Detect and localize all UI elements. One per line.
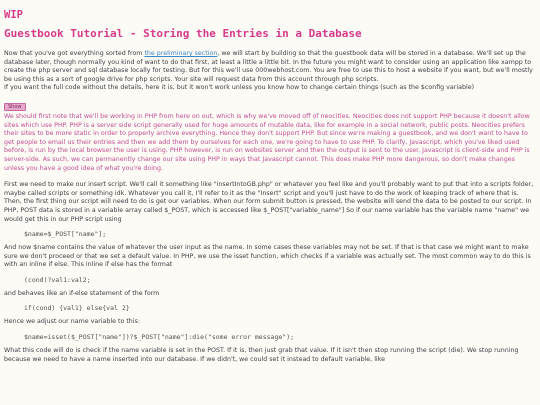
intro-text-1: Now that you've got everything sorted from [4, 50, 145, 57]
insert-script-paragraph: First we need to make our insert script. We'll call it something like "insertIntoGB.php" or whatever you feel like and you'll probably want to put that into a scripts folder, maybe called scripts or something idk. Whatever you call it, I'll refer to it as the "Insert" script and you'll just have to do the work of keeping track of where that is. Then, the first thing our script will need to do is get our variables. When our form submit button is pressed, the website will send the data to be posted to our script. In PHP, POST data is stored in a variable array called $_POST, which is accessed like $_POST["variable_name"] So if our name variable has the variable name "name" we would get this in our PHP script using [4, 181, 534, 223]
php-explainer-paragraph: We should first note that we'll be working in PHP from here on out, which is why we've moved off of neocities. Neocities does not support PHP because it doesn't allow sites which use PHP. PHP is a server side script generally used for huge amounts of mutable data, like for example in a social network, public posts. Neocities prefers their sites to be more static in order to properly archive everything. Hence they don't support PHP. But since we're making a guestbook, and we don't want to have to get people to email us their entries and then we add them by ourselves for each one, we're going to have to use PHP. To clarify, Javascript, which you've liked used before, is run by the local browser the user is using. PHP however, is run on websites server and then the output is sent to the user. Javascript is client-side and PHP is server-side. As such, we can permanently change our site using PHP in ways that Javascript cannot. This does make PHP more dangerous, so don't make changes unless you have a good idea of what you're doing. [4, 112, 530, 172]
code-block-if-else: if(cond) {val1} else{val 2} [24, 304, 130, 313]
intro-text-2: , we will start by building so that the guestbook data will be stored in a database. We'll set up the database later, though normally you kind of want to do that first, at least a little a little bit. In the future you might want to consider using an application like xampp to create the php server and sql database locally for testing. But for this we'll use 000webhost.com. You are free to use this to host a website if you want, but we'll mostly be using this as a sort of google drive for php scripts. Your site will request data from this account through php scripts. [4, 50, 533, 83]
last-paragraph: What this code will do is check if the name variable is set in the POST. If it is, then just grab that value. If it isn't then stop running the script (die). We stop running because we need to have a name inserted into our database. If we didn't, we could set it instead to default variable, like [4, 347, 519, 363]
code-block-isset-name: $name=isset($_POST["name"])?$_POST["name"]:die("some error message"); [24, 333, 295, 342]
preliminary-section-link[interactable]: the preliminary section [144, 50, 218, 57]
intro-paragraph [4, 50, 535, 84]
full-code-note: If you want the full code without the details, here it is, but it won't work unless you know how to change certain things (such as the $config variable) [4, 84, 475, 92]
page-title: Guestbook Tutorial - Storing the Entries in a Database [4, 27, 362, 40]
hence-paragraph: Hence we adjust our name variable to this: [4, 318, 140, 326]
code-block-inline-if: (cond)?val1:val2; [24, 275, 91, 284]
wip-heading: WIP [4, 9, 23, 21]
behaves-paragraph: and behaves like an if-else statement of the form [4, 289, 160, 297]
code-block-post-name: $name=$_POST["name"]; [24, 230, 107, 239]
isset-paragraph: And now $name contains the value of whatever the user input as the name. In some cases these variables may not be set. If that is that case we might want to make sure we don't proceed or that we set a default value. In PHP, we use the isset function, which checks if a variable was actually set. The most common way to do this is with an inline if else. This inline if else has the format [4, 244, 531, 269]
show-code-button[interactable]: Show [4, 103, 26, 111]
